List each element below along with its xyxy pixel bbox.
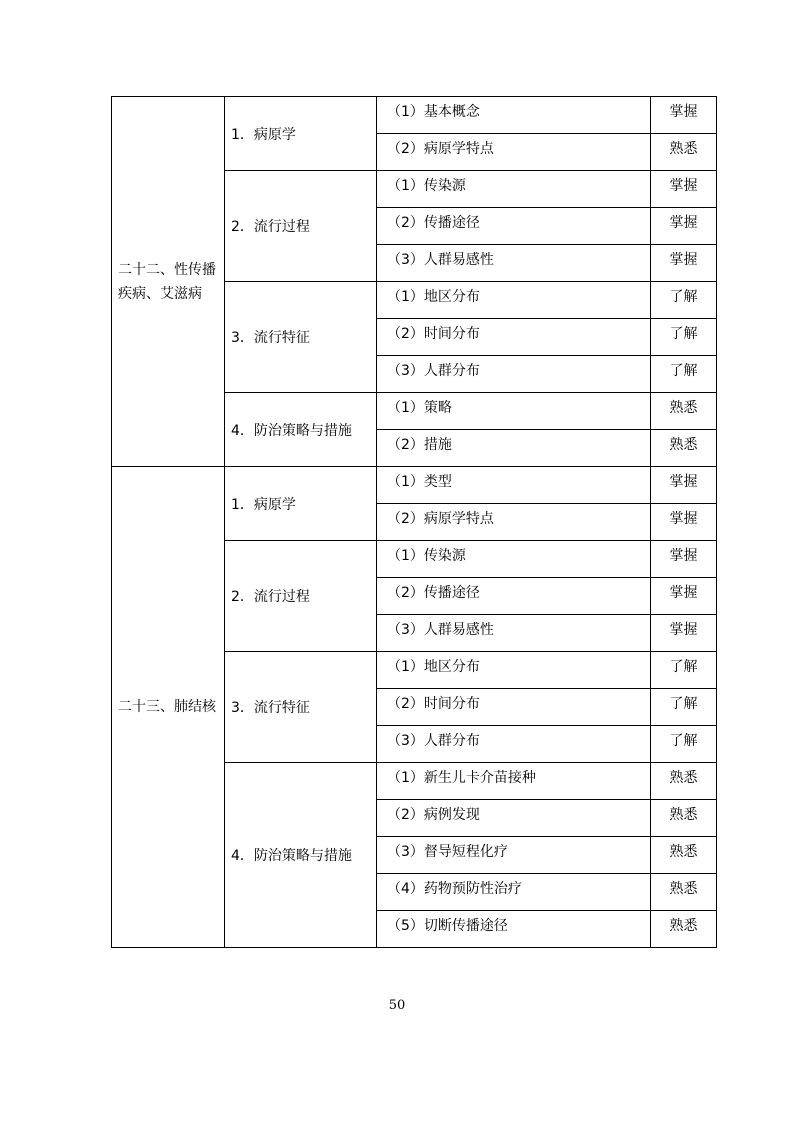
item-text: （3）人群分布 bbox=[377, 726, 651, 763]
syllabus-table bbox=[111, 96, 717, 948]
table-body bbox=[112, 97, 717, 948]
mastery-level: 熟悉 bbox=[651, 393, 717, 430]
section-label: 1．病原学 bbox=[225, 97, 377, 171]
item-text: （3）人群易感性 bbox=[377, 615, 651, 652]
item-text: （1）地区分布 bbox=[377, 282, 651, 319]
mastery-level: 掌握 bbox=[651, 97, 717, 134]
section-label: 4．防治策略与措施 bbox=[225, 763, 377, 948]
mastery-level: 掌握 bbox=[651, 208, 717, 245]
mastery-level: 了解 bbox=[651, 282, 717, 319]
item-text: （2）传播途径 bbox=[377, 578, 651, 615]
item-text: （1）新生儿卡介苗接种 bbox=[377, 763, 651, 800]
mastery-level: 熟悉 bbox=[651, 430, 717, 467]
mastery-level: 熟悉 bbox=[651, 874, 717, 911]
item-text: （2）时间分布 bbox=[377, 319, 651, 356]
item-text: （2）病原学特点 bbox=[377, 134, 651, 171]
section-label: 4．防治策略与措施 bbox=[225, 393, 377, 467]
topic-title: 二十三、肺结核 bbox=[112, 467, 225, 948]
mastery-level: 掌握 bbox=[651, 467, 717, 504]
item-text: （1）策略 bbox=[377, 393, 651, 430]
mastery-level: 掌握 bbox=[651, 541, 717, 578]
mastery-level: 熟悉 bbox=[651, 800, 717, 837]
item-text: （1）地区分布 bbox=[377, 652, 651, 689]
mastery-level: 掌握 bbox=[651, 245, 717, 282]
mastery-level: 掌握 bbox=[651, 615, 717, 652]
item-text: （2）时间分布 bbox=[377, 689, 651, 726]
section-label: 2．流行过程 bbox=[225, 171, 377, 282]
mastery-level: 了解 bbox=[651, 356, 717, 393]
item-text: （2）病原学特点 bbox=[377, 504, 651, 541]
section-label: 1．病原学 bbox=[225, 467, 377, 541]
item-text: （1）类型 bbox=[377, 467, 651, 504]
mastery-level: 了解 bbox=[651, 689, 717, 726]
section-label: 2．流行过程 bbox=[225, 541, 377, 652]
mastery-level: 了解 bbox=[651, 319, 717, 356]
item-text: （3）人群易感性 bbox=[377, 245, 651, 282]
item-text: （3）督导短程化疗 bbox=[377, 837, 651, 874]
item-text: （5）切断传播途径 bbox=[377, 911, 651, 948]
topic-title: 二十二、性传播疾病、艾滋病 bbox=[112, 97, 225, 467]
section-label: 3．流行特征 bbox=[225, 282, 377, 393]
mastery-level: 掌握 bbox=[651, 578, 717, 615]
item-text: （4）药物预防性治疗 bbox=[377, 874, 651, 911]
mastery-level: 熟悉 bbox=[651, 134, 717, 171]
mastery-level: 熟悉 bbox=[651, 763, 717, 800]
mastery-level: 熟悉 bbox=[651, 837, 717, 874]
item-text: （1）传染源 bbox=[377, 541, 651, 578]
item-text: （2）病例发现 bbox=[377, 800, 651, 837]
item-text: （1）传染源 bbox=[377, 171, 651, 208]
mastery-level: 掌握 bbox=[651, 504, 717, 541]
page-number: 50 bbox=[388, 998, 406, 1013]
table-row bbox=[112, 97, 717, 134]
section-label: 3．流行特征 bbox=[225, 652, 377, 763]
mastery-level: 熟悉 bbox=[651, 911, 717, 948]
item-text: （3）人群分布 bbox=[377, 356, 651, 393]
item-text: （2）传播途径 bbox=[377, 208, 651, 245]
mastery-level: 了解 bbox=[651, 652, 717, 689]
item-text: （2）措施 bbox=[377, 430, 651, 467]
mastery-level: 了解 bbox=[651, 726, 717, 763]
mastery-level: 掌握 bbox=[651, 171, 717, 208]
table-row bbox=[112, 467, 717, 504]
item-text: （1）基本概念 bbox=[377, 97, 651, 134]
